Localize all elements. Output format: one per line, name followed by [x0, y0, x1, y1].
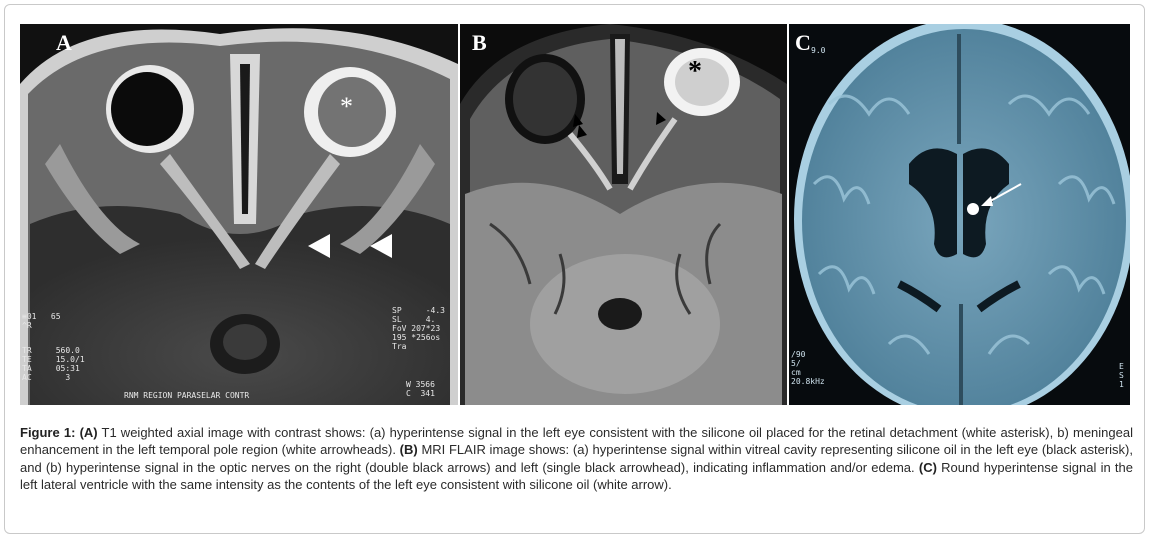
panel-c-image — [789, 24, 1130, 405]
panel-b-mri-flair — [460, 24, 787, 405]
panel-b-label: B — [472, 30, 487, 55]
panel-c-overlay-right-bottom: E S 1 — [1119, 362, 1124, 389]
caption-part-a-text: T1 weighted axial image with contrast shows: (a) hyperintense signal in the left eye consistent with the silicone oil placed for the retinal detachment (white asterisk), b) meningeal enhancement in the left temporal pole region (white arrowheads). — [20, 425, 1133, 458]
white-asterisk: * — [340, 92, 353, 121]
caption-part-b-text: MRI FLAIR image shows: (a) hyperintense signal within vitreal cavity representing silicone oil in the left eye (black asterisk), and (b) hyperintense signal in the optic nerves on the right (double black arrows) and left (single black arrowhead), indicating inflammation and/or edema. — [20, 442, 1133, 475]
panel-c-overlay-left-bottom: /90 5/ cm 20.8kHz — [791, 350, 825, 386]
caption-part-b-label: (B) — [399, 442, 418, 458]
caption-part-c-label: (C) — [918, 459, 937, 475]
panel-a-overlay-left-bottom: TR 560.0 TE 15.0/1 TA 05:31 AC 3 — [22, 346, 85, 382]
panel-b-image — [460, 24, 787, 405]
caption-label: Figure 1: — [20, 425, 76, 440]
figure-caption — [20, 424, 1133, 494]
panel-a-label: A — [56, 30, 72, 55]
panel-a-image — [20, 24, 458, 405]
caption-part-a-label: (A) — [79, 425, 98, 440]
black-asterisk: * — [688, 56, 702, 87]
panel-a-overlay-right-bottom: W 3566 C 341 — [406, 380, 435, 398]
panel-c-corner-top: 9.0 — [811, 46, 826, 55]
caption-part-c-text: Round hyperintense signal in the left lateral ventricle with the same intensity as the contents of the left eye consistent with silicone oil (white arrow). — [20, 459, 1133, 493]
panel-a-bottom-text: RNM REGION PARASELAR CONTR — [124, 391, 250, 400]
panel-c-label: C — [795, 30, 811, 55]
panel-c-mri-flair — [789, 24, 1130, 405]
panel-a-overlay-left-top: ≡01 65 ^R — [22, 312, 61, 330]
panel-a-overlay-right: SP -4.3 SL 4. FoV 207*23 195 *256os Tra — [392, 306, 445, 351]
